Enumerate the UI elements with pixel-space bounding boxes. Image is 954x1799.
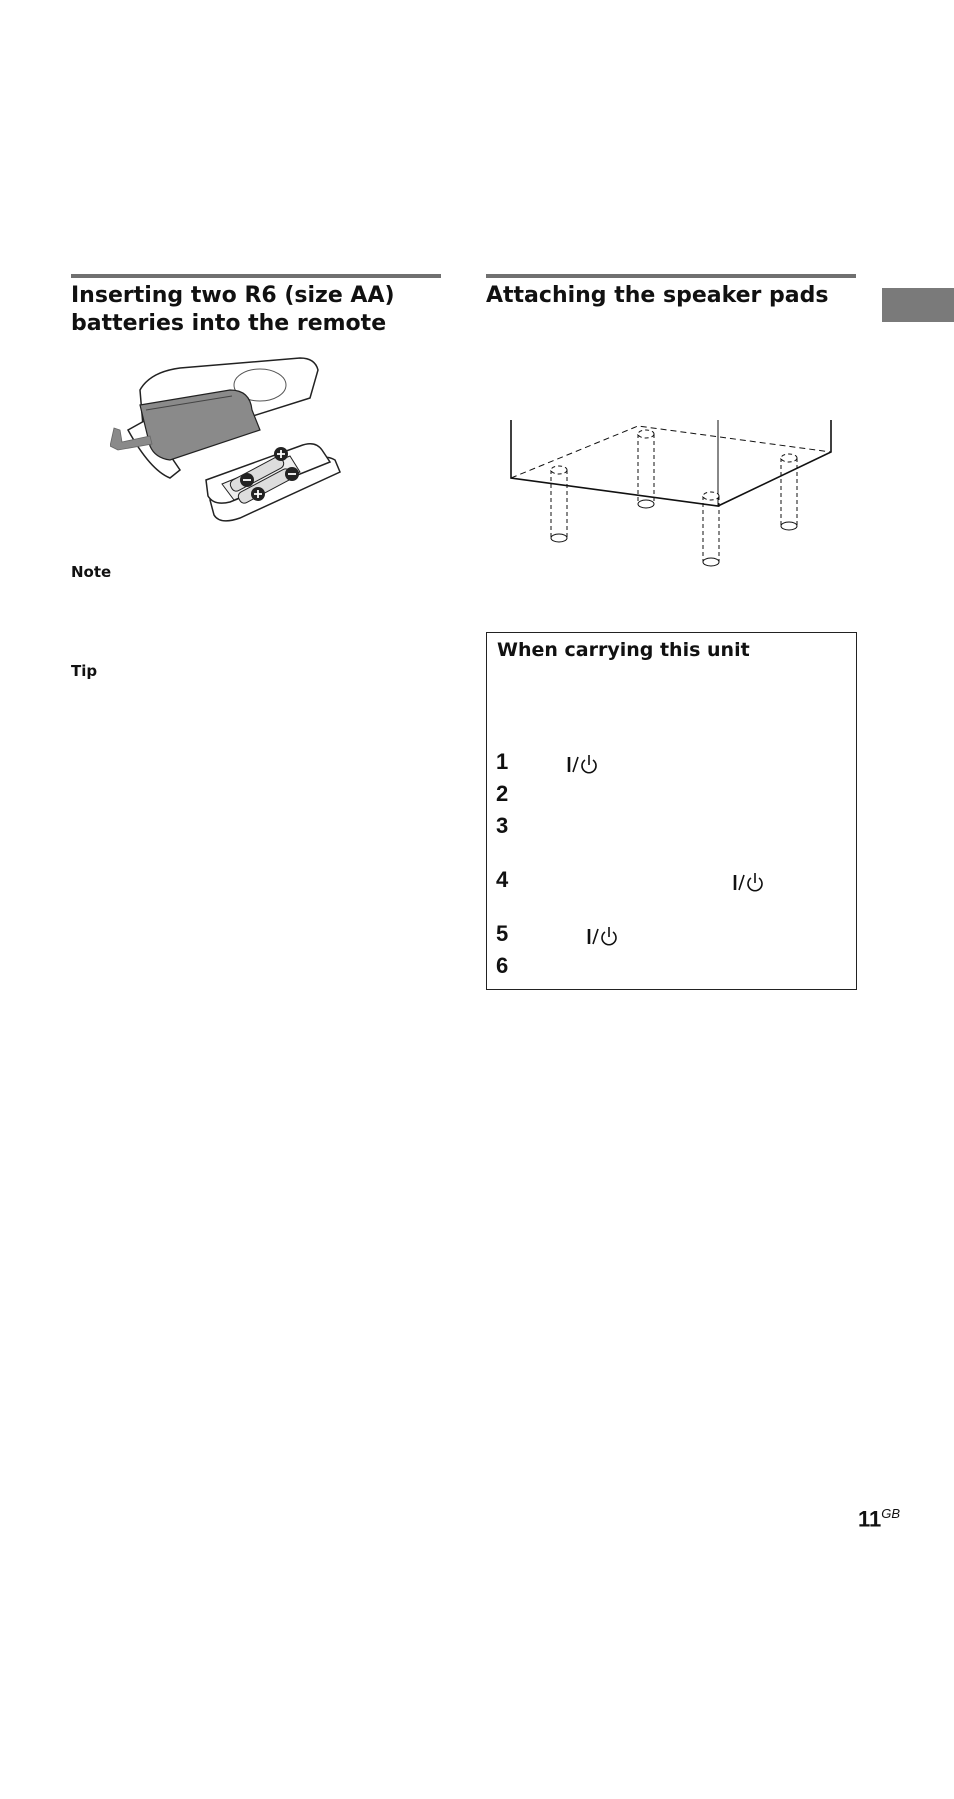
remote-battery-illustration — [110, 350, 350, 540]
step-number: 1 — [496, 749, 509, 774]
step-number: 3 — [496, 813, 509, 838]
speaker-pads-illustration — [500, 410, 845, 575]
step-number: 2 — [496, 781, 509, 806]
power-standby-icon — [733, 871, 767, 893]
note-label: Note — [71, 563, 112, 581]
left-heading-line1: Inserting two R6 (size AA) — [71, 283, 395, 308]
left-heading — [71, 282, 395, 338]
step-number: 6 — [496, 953, 509, 978]
page-number-value: 11 — [858, 1506, 882, 1532]
carrying-box — [486, 632, 857, 990]
power-standby-icon — [567, 753, 601, 775]
left-heading-rule — [71, 274, 441, 278]
tip-label: Tip — [71, 662, 98, 680]
step-number: 5 — [496, 921, 509, 946]
left-heading-line2: batteries into the remote — [71, 311, 387, 336]
power-standby-icon — [587, 925, 621, 947]
right-heading-rule — [486, 274, 856, 278]
section-tab — [882, 288, 954, 322]
carrying-box-title: When carrying this unit — [497, 639, 750, 661]
page-number — [858, 1506, 900, 1532]
page-number-suffix: GB — [881, 1506, 901, 1521]
step-number: 4 — [496, 867, 509, 892]
right-heading: Attaching the speaker pads — [486, 283, 829, 308]
